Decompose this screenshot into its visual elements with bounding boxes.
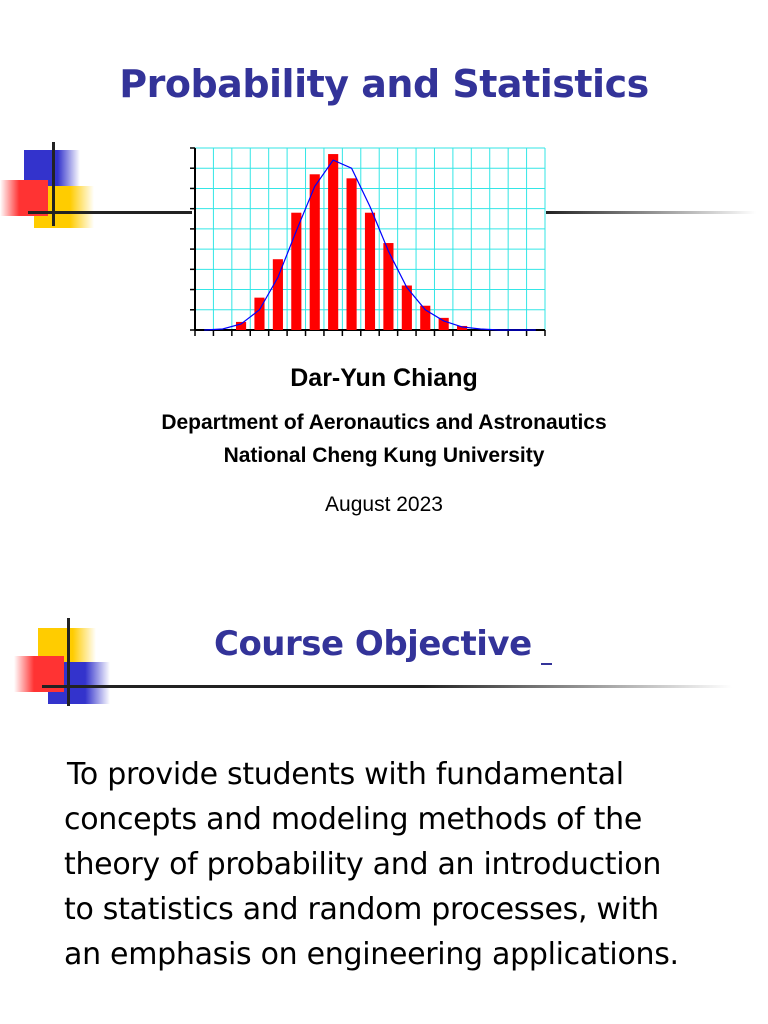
histogram-bar bbox=[328, 154, 338, 330]
histogram-bar bbox=[310, 174, 320, 330]
objective-text bbox=[64, 752, 744, 977]
objective-line: to statistics and random processes, with bbox=[64, 892, 659, 927]
heading-decoration bbox=[0, 618, 120, 708]
histogram-bar bbox=[347, 178, 357, 330]
histogram-bar bbox=[383, 243, 393, 330]
histogram-bar bbox=[439, 318, 449, 330]
objective-line: To provide students with fundamental bbox=[67, 757, 624, 792]
author-name: Dar-Yun Chiang bbox=[290, 364, 478, 392]
objective-line: theory of probability and an introduction bbox=[64, 847, 662, 882]
title-decoration bbox=[0, 142, 110, 232]
deco-vertical-line bbox=[67, 618, 70, 706]
section-heading: Course Objective bbox=[214, 624, 532, 664]
presentation-date: August 2023 bbox=[325, 493, 443, 516]
objective-line: an emphasis on engineering applications. bbox=[64, 937, 679, 972]
university: National Cheng Kung University bbox=[223, 444, 545, 467]
title-rule-left bbox=[28, 211, 192, 214]
objective-line: concepts and modeling methods of the bbox=[64, 802, 643, 837]
heading-rule bbox=[42, 685, 732, 688]
histogram-bar bbox=[365, 213, 375, 330]
normal-distribution-histogram bbox=[185, 140, 555, 340]
slide-title: Probability and Statistics bbox=[119, 62, 649, 106]
heading-underline bbox=[541, 663, 552, 665]
department: Department of Aeronautics and Astronautics bbox=[161, 411, 607, 434]
histogram-bar bbox=[236, 322, 246, 330]
title-rule-right bbox=[546, 211, 756, 214]
